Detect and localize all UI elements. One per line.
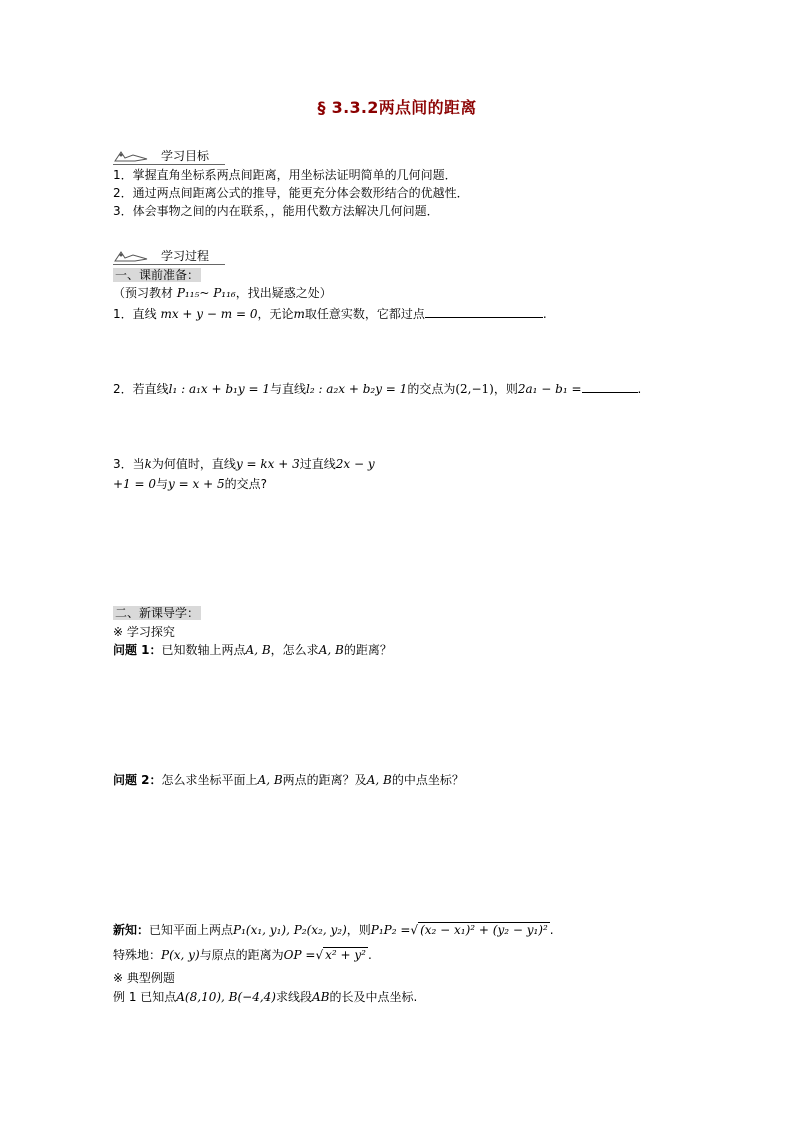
question-2: 2．若直线l₁ : a₁x + b₁y = 1与直线l₂ : a₂x + b₂y = 1的交点为(2,−1)，则2a₁ − b₁ = . bbox=[113, 382, 642, 396]
part2-heading: 二、新课导学： bbox=[115, 606, 200, 620]
examples-heading: ※ 典型例题 bbox=[113, 971, 175, 985]
pen-icon bbox=[113, 149, 149, 163]
preview-note: （预习教材 P₁₁₅~ P₁₁₆，找出疑惑之处） bbox=[113, 286, 332, 300]
process-heading: 学习过程 bbox=[161, 248, 210, 263]
new-knowledge: 新知：已知平面上两点P₁(x₁, y₁), P₂(x₂, y₂)，则P₁P₂ =√ (x₂ − x₁)² + (y₂ − y₁)² . bbox=[113, 923, 554, 937]
answer-blank-2[interactable] bbox=[582, 381, 638, 393]
problem-2: 问题 2：怎么求坐标平面上A, B两点的距离？及A, B的中点坐标？ bbox=[113, 773, 464, 787]
objective-1: 1．掌握直角坐标系两点间距离，用坐标法证明简单的几何问题． bbox=[113, 168, 457, 182]
problem-1: 问题 1：已知数轴上两点A, B，怎么求A, B的距离？ bbox=[113, 643, 392, 657]
answer-blank-1[interactable] bbox=[425, 306, 543, 318]
process-divider bbox=[113, 264, 225, 265]
question-1: 1．直线 mx + y − m = 0，无论m取任意实数，它都过点 . bbox=[113, 307, 547, 321]
question-3-line2: +1 = 0与y = x + 5的交点? bbox=[113, 477, 267, 491]
process-header bbox=[113, 248, 209, 263]
objectives-heading: 学习目标 bbox=[161, 148, 210, 163]
objective-2: 2．通过两点间距离公式的推导，能更充分体会数形结合的优越性． bbox=[113, 186, 469, 200]
pen-icon bbox=[113, 249, 149, 263]
origin-distance-radicand: x² + y² bbox=[325, 948, 366, 962]
page-title: § 3.3.2两点间的距离 bbox=[317, 98, 477, 117]
distance-formula-radicand: (x₂ − x₁)² + (y₂ − y₁)² bbox=[420, 923, 548, 937]
part1-heading: 一、课前准备： bbox=[115, 268, 200, 282]
question-3-line1: 3．当k为何值时，直线y = kx + 3过直线2x − y bbox=[113, 457, 375, 471]
objectives-header bbox=[113, 148, 209, 163]
objective-3: 3．体会事物之间的内在联系，，能用代数方法解决几何问题． bbox=[113, 204, 439, 218]
objectives-divider bbox=[113, 164, 225, 165]
explore-heading: ※ 学习探究 bbox=[113, 625, 175, 639]
example-1: 例 1 已知点A(8,10), B(−4,4)求线段AB的长及中点坐标. bbox=[113, 990, 418, 1004]
special-case: 特殊地：P(x, y)与原点的距离为OP =√ x² + y² . bbox=[113, 948, 372, 962]
